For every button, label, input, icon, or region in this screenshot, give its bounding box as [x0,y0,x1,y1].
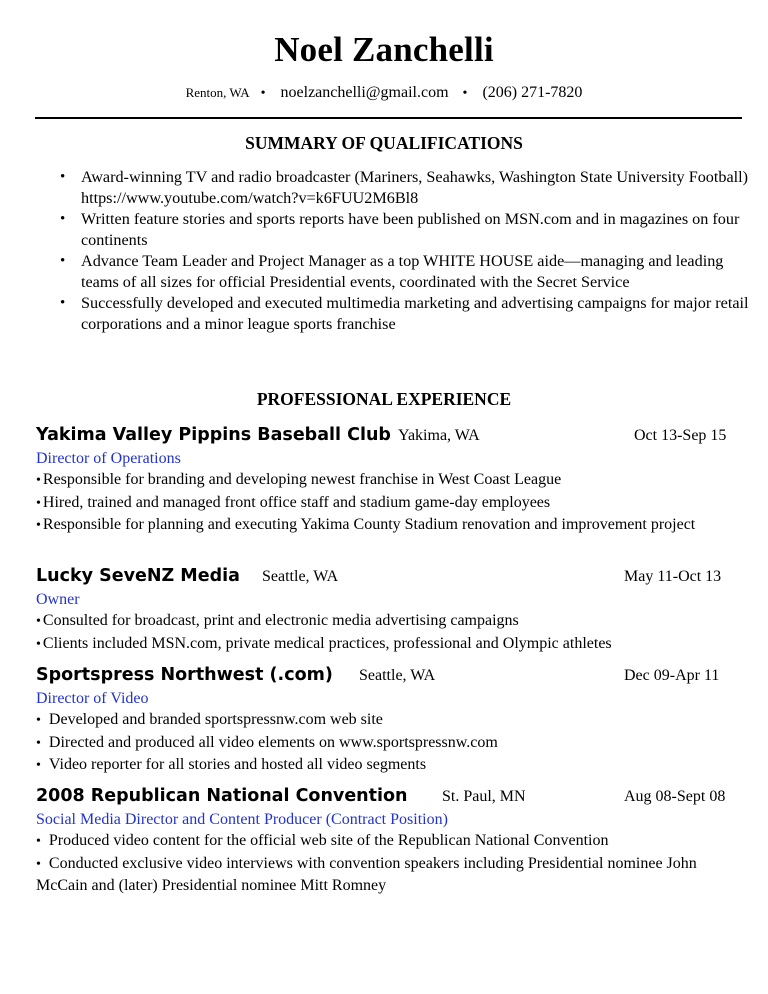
bullet-icon: • [36,856,41,872]
job-dates: May 11-Oct 13 [624,568,722,585]
job-entry [36,786,746,897]
job-organization: 2008 Republican National Convention [36,786,408,806]
summary-heading: SUMMARY OF QUALIFICATIONS [245,133,523,153]
bullet-icon: • [60,169,66,185]
job-duty: • Conducted exclusive video interviews with convention speakers including Presidential nominee John McCain and (later) Presidential nominee Mitt Romney [36,854,697,894]
bullet-icon: • [60,211,66,227]
job-organization: Yakima Valley Pippins Baseball Club [36,425,391,445]
job-duty: • Produced video content for the official web site of the Republican National Convention [36,832,609,849]
summary-list [60,167,750,335]
contact-location: Renton, WA [185,85,250,100]
job-entry [36,665,746,777]
job-header [36,425,746,449]
job-header [36,665,746,689]
experience-heading: PROFESSIONAL EXPERIENCE [256,389,512,409]
job-header [36,786,746,810]
contact-separator: • [260,86,266,101]
contact-line [0,84,768,102]
summary-item: • Written feature stories and sports reports have been published on MSN.com and in magazines on four continents [60,210,740,249]
bullet-icon: • [36,834,41,849]
contact-separator: • [462,86,468,101]
job-duty: • Clients included MSN.com, private medical practices, professional and Olympic athletes [36,634,612,652]
job-header [36,566,746,590]
bullet-icon: • [36,758,41,773]
summary-item: • Successfully developed and executed multimedia marketing and advertising campaigns for major retail corporations and a minor league sports franchise [60,294,749,333]
job-entry [36,566,746,655]
job-duty: • Developed and branded sportspressnw.com web site [36,711,383,728]
job-organization: Sportspress Northwest (.com) [36,665,333,685]
job-role: Director of Video [36,690,149,707]
bullet-icon: • [36,518,41,533]
job-role: Owner [36,591,80,608]
bullet-icon: • [36,473,41,488]
job-location: Seattle, WA [359,667,436,684]
job-location: St. Paul, MN [442,788,526,805]
bullet-icon: • [60,253,66,269]
contact-phone: (206) 271-7820 [482,84,583,101]
job-duty: • Consulted for broadcast, print and electronic media advertising campaigns [36,612,519,629]
job-organization: Lucky SeveNZ Media [36,566,240,586]
job-dates: Oct 13-Sep 15 [634,427,727,444]
job-duty: • Responsible for planning and executing Yakima County Stadium renovation and improvement project [36,516,696,533]
summary-item: • Advance Team Leader and Project Manager as a top WHITE HOUSE aide—managing and leading teams of all sizes for official Presidential events, coordinated with the Secret Service [60,252,724,291]
job-role: Director of Operations [36,450,181,467]
job-duty: • Video reporter for all stories and hosted all video segments [36,756,427,773]
summary-item: • Award-winning TV and radio broadcaster (Mariners, Seahawks, Washington State University Football) https://www.youtube.com/watch?v=k6FUU2M6Bl8 [60,168,749,207]
job-dates: Dec 09-Apr 11 [624,667,720,684]
job-entry [36,425,746,537]
contact-email[interactable]: noelzanchelli@gmail.com [280,84,449,101]
job-duty: • Responsible for branding and developing newest franchise in West Coast League [36,471,562,488]
job-duty: • Directed and produced all video elements on www.sportspressnw.com [36,733,498,751]
bullet-icon: • [60,295,66,311]
bullet-icon: • [36,713,41,728]
bullet-icon: • [36,735,41,751]
job-dates: Aug 08-Sept 08 [624,788,726,805]
header-divider [35,117,742,119]
job-location: Seattle, WA [262,568,339,585]
job-role: Social Media Director and Content Producer (Contract Position) [36,811,448,828]
job-location: Yakima, WA [398,427,480,444]
bullet-icon: • [36,636,41,652]
bullet-icon: • [36,614,41,629]
candidate-name: Noel Zanchelli [274,30,494,69]
bullet-icon: • [36,495,41,511]
job-duty: • Hired, trained and managed front office staff and stadium game-day employees [36,493,551,511]
